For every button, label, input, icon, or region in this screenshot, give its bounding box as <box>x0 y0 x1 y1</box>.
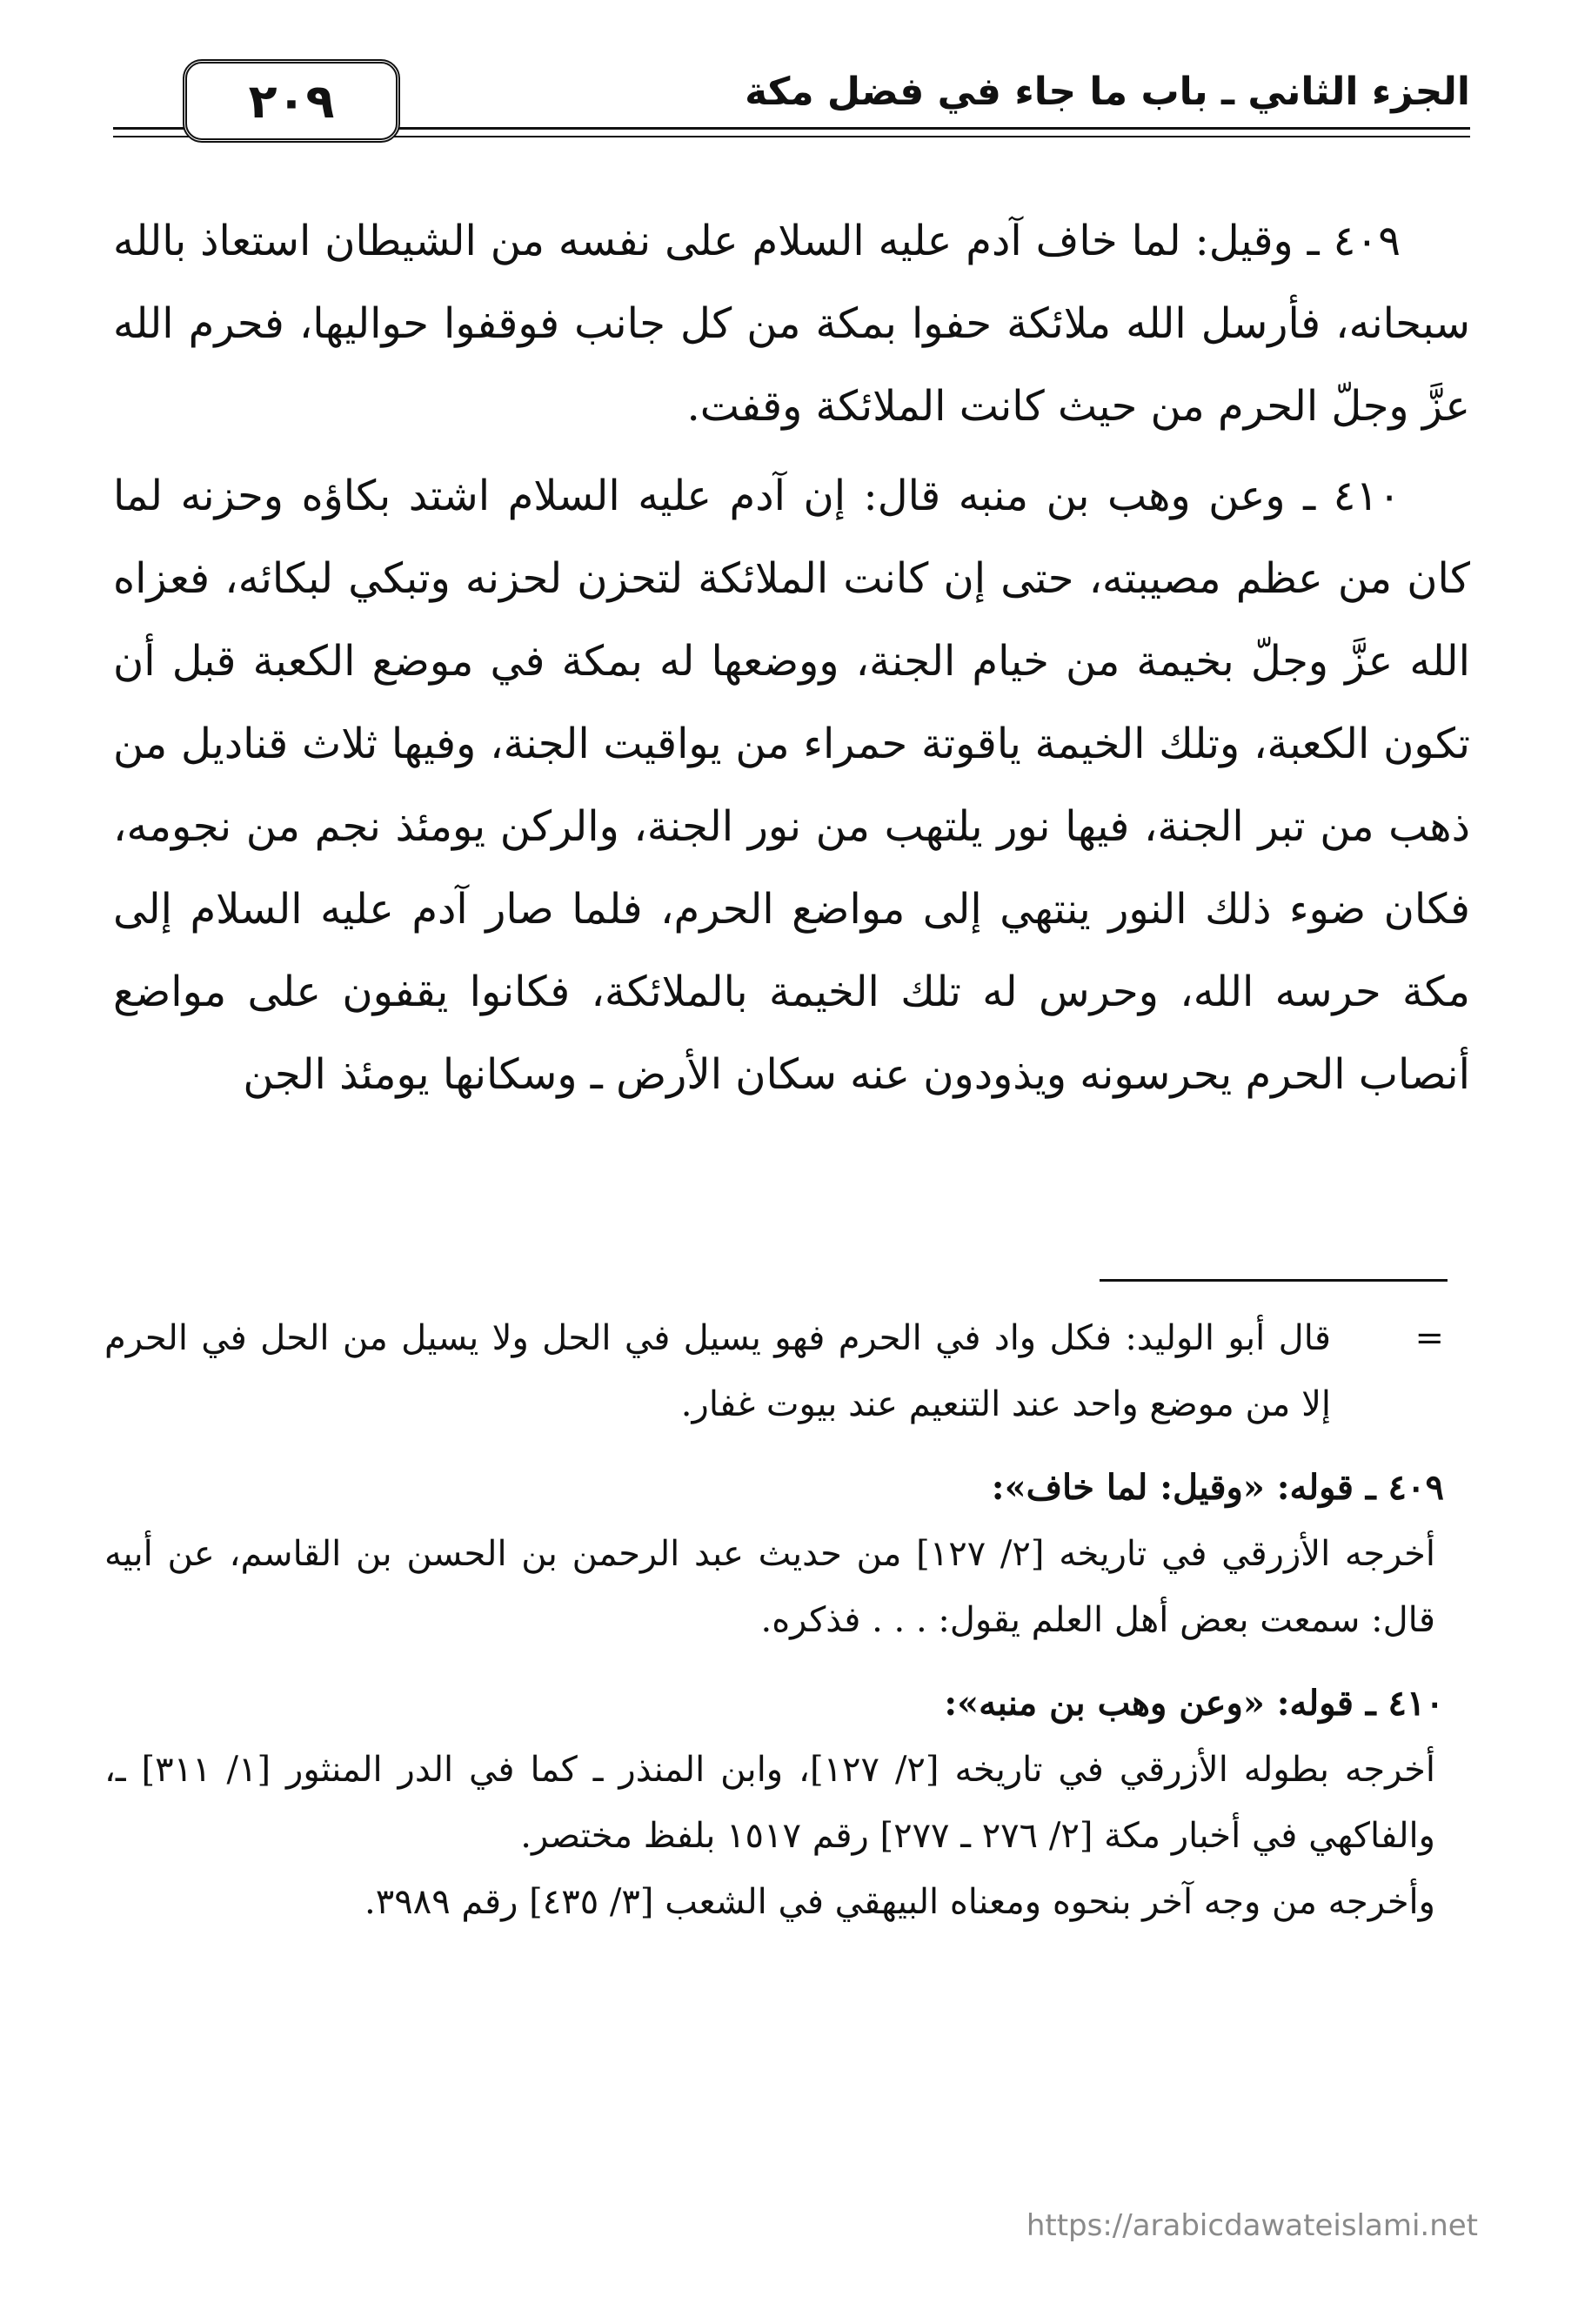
footnote-410-heading: ٤١٠ ـ قوله: «وعن وهب بن منبه»: <box>944 1683 1444 1724</box>
page-header <box>113 52 1470 148</box>
footnote-continuation-text: قال أبو الوليد: فكل واد في الحرم فهو يسيل في الحل ولا يسيل من الحل في الحرم إلا من موضع واحد عند التنعيم عند بيوت غفار. <box>104 1318 1331 1424</box>
paragraph-409: ٤٠٩ ـ وقيل: لما خاف آدم عليه السلام على نفسه من الشيطان استعاذ بالله سبحانه، فأرسل الله ملائكة حفوا بمكة من كل جانب فوقفوا حواليها، فحرم الله عزَّ وجلّ الحرم من حيث كانت الملائكة وقفت. <box>113 217 1470 431</box>
footnote-separator <box>1100 1279 1448 1282</box>
page-number: ٢٠٩ <box>183 59 400 143</box>
footnotes <box>104 1305 1444 1935</box>
footnote-409-body: أخرجه الأزرقي في تاريخه [٢/ ١٢٧] من حديث عبد الرحمن بن الحسن بن القاسم، عن أبيه قال: سمعت بعض أهل العلم يقول: . . . فذكره. <box>104 1534 1435 1640</box>
continuation-mark: = <box>1414 1318 1444 1358</box>
main-text <box>113 200 1470 1123</box>
footnote-410-body: أخرجه بطوله الأزرقي في تاريخه [٢/ ١٢٧]، وابن المنذر ـ كما في الدر المنثور [١/ ٣١١] ـ، والفاكهي في أخبار مكة [٢/ ٢٧٦ ـ ٢٧٧] رقم ١٥١٧ بلفظ مختصر. <box>104 1750 1435 1856</box>
footnote-continuation <box>104 1305 1444 1437</box>
footnote-410-body-2: وأخرجه من وجه آخر بنحوه ومعناه البيهقي في الشعب [٣/ ٤٣٥] رقم ٣٩٨٩. <box>364 1882 1435 1922</box>
footnote-409-heading: ٤٠٩ ـ قوله: «وقيل: لما خاف»: <box>991 1467 1444 1508</box>
running-title: الجزء الثاني ـ باب ما جاء في فضل مكة <box>745 70 1470 114</box>
watermark-url: https://arabicdawateislami.net <box>1026 2208 1478 2243</box>
paragraph-410: ٤١٠ ـ وعن وهب بن منبه قال: إن آدم عليه السلام اشتد بكاؤه وحزنه لما كان من عظم مصيبته، حتى إن كانت الملائكة لتحزن لحزنه وتبكي لبكائه، فعزاه الله عزَّ وجلّ بخيمة من خيام الجنة، ووضعها له بمكة في موضع الكعبة قبل أن تكون الكعبة، وتلك الخيمة ياقوتة حمراء من يواقيت الجنة، وفيها ثلاث قناديل من ذهب من تبر الجنة، فيها نور يلتهب من نور الجنة، والركن يومئذ نجم من نجومه، فكان ضوء ذلك النور ينتهي إلى مواضع الحرم، فلما صار آدم عليه السلام إلى مكة حرسه الله، وحرس له تلك الخيمة بالملائكة، فكانوا يقفون على مواضع أنصاب الحرم يحرسونه ويذودون عنه سكان الأرض ـ وسكانها يومئذ الجن <box>113 472 1470 1099</box>
